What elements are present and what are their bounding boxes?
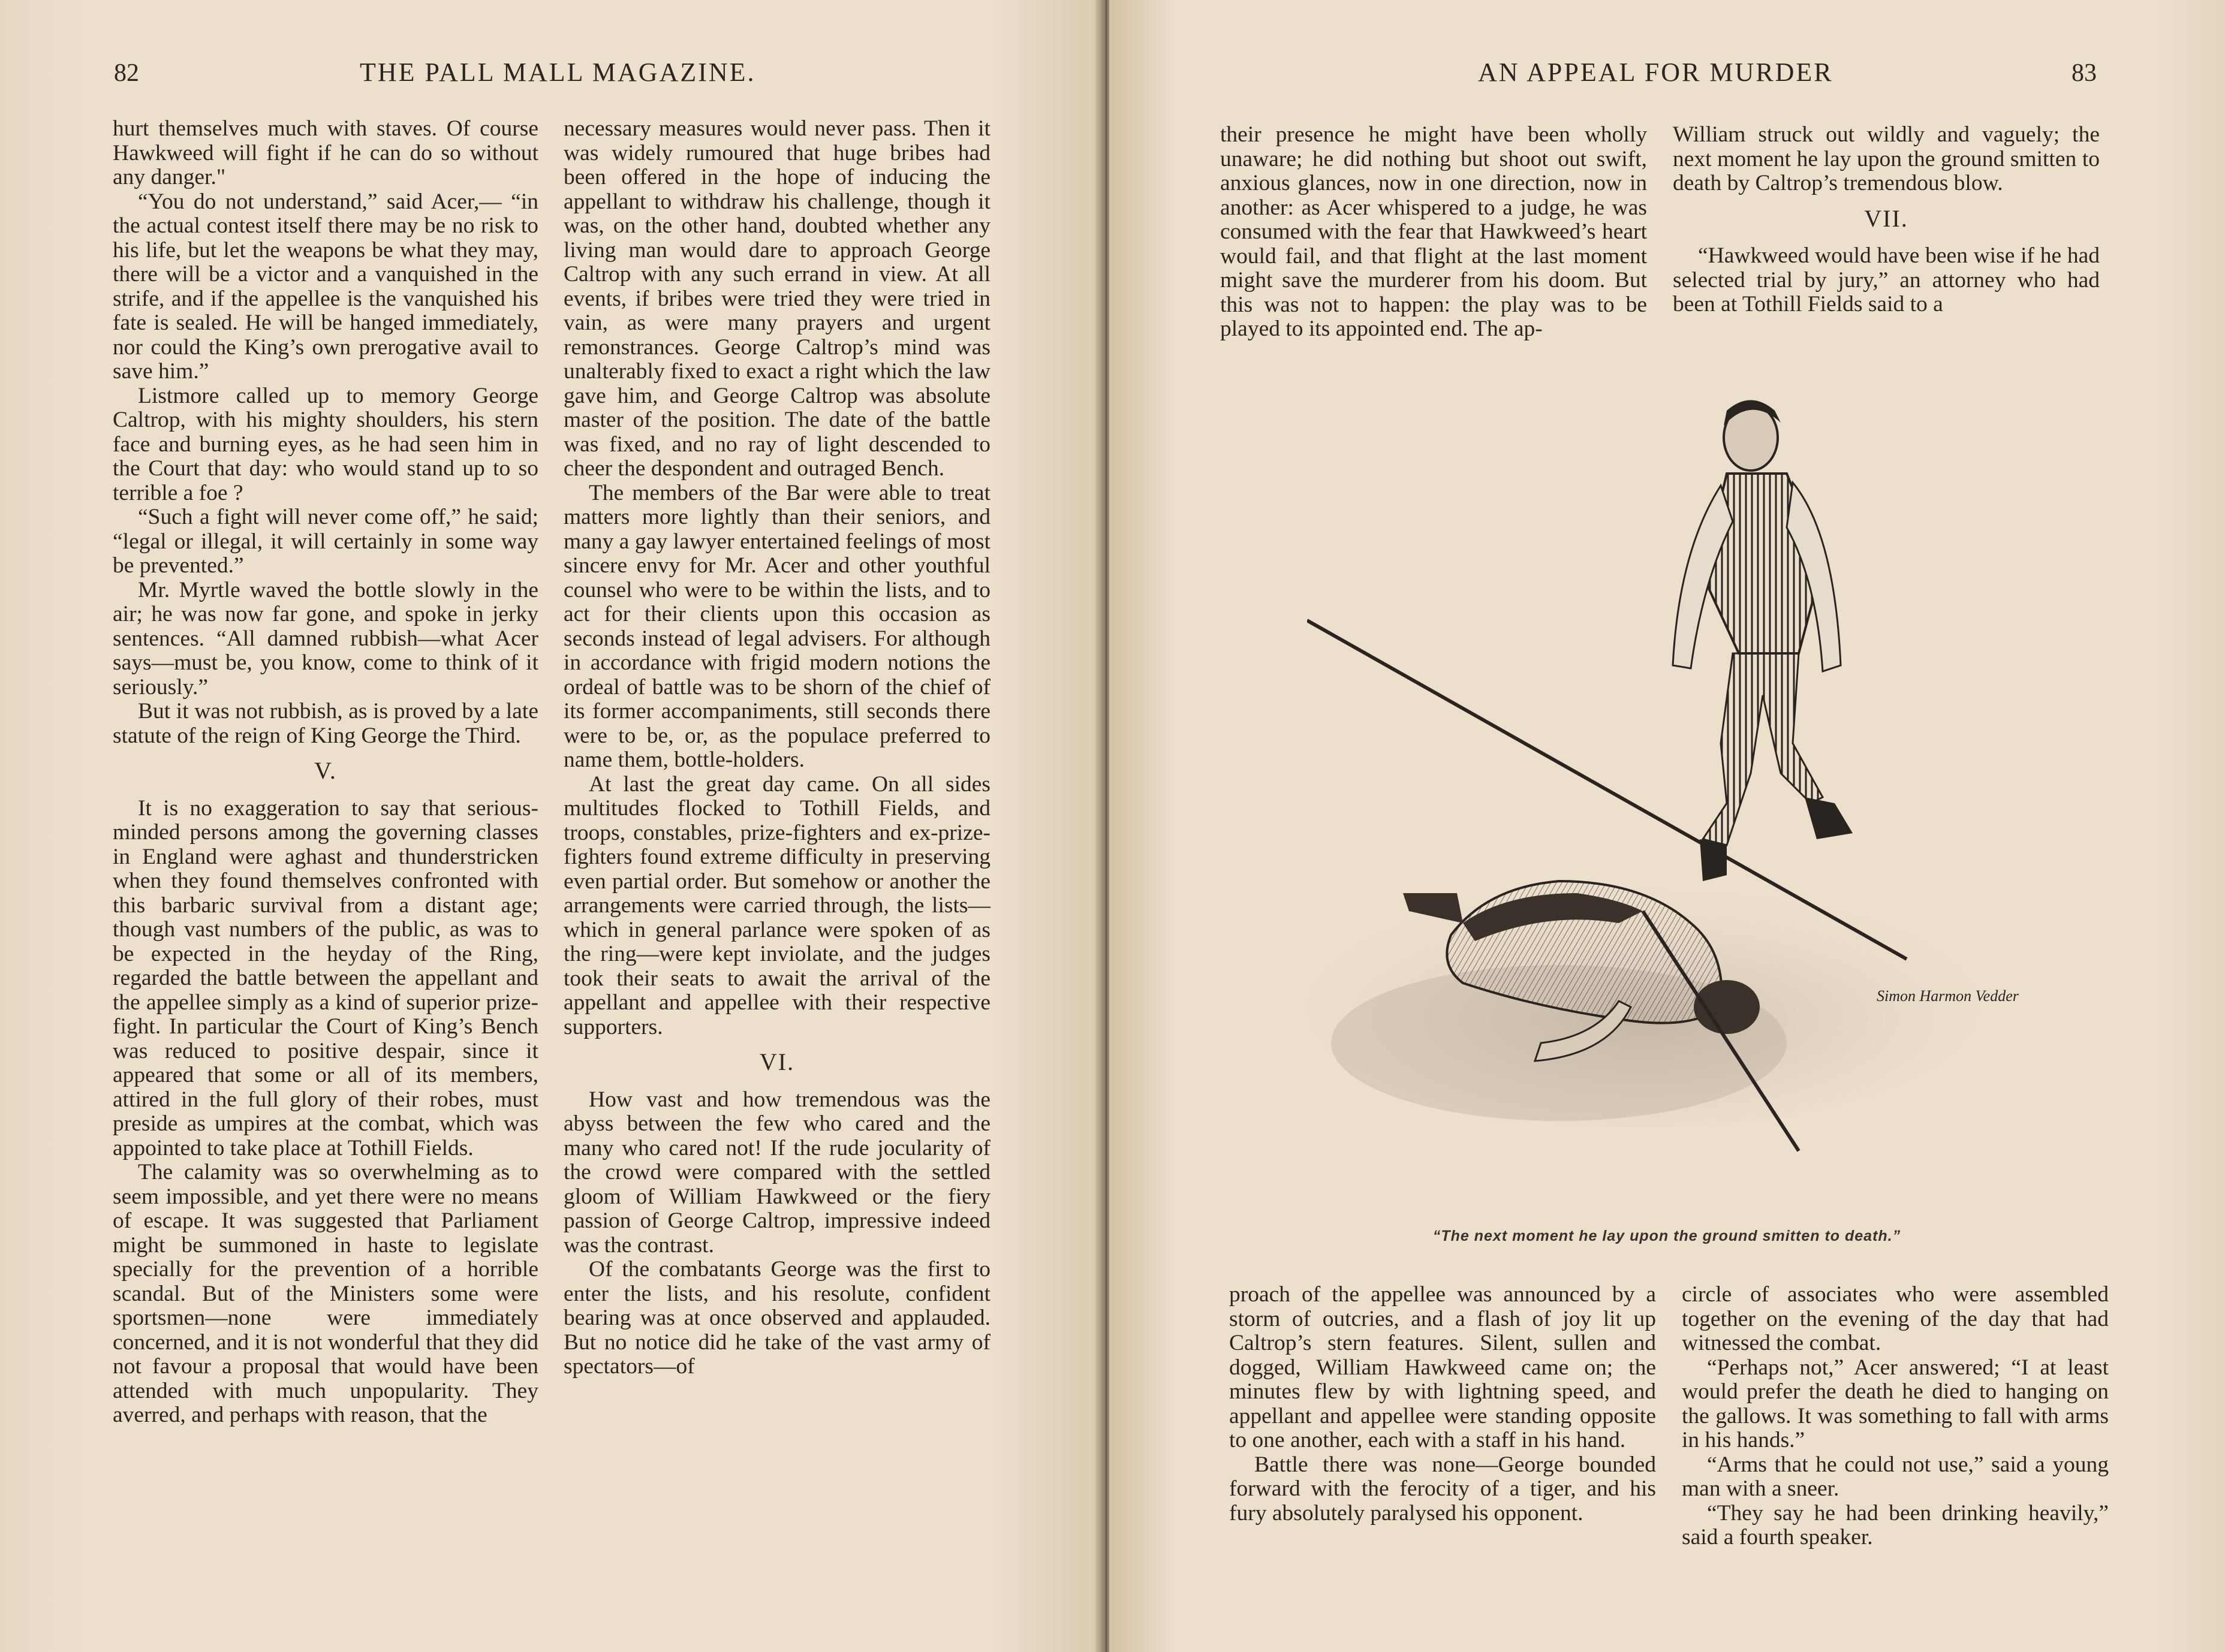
text-column-1 [113,117,538,1428]
text-column-2 [564,117,990,1379]
paragraph: “Perhaps not,” Acer answered; “I at least would prefer the death he died to hanging on the gallows. It was something to fall with arms in his hands.” [1682,1355,2109,1452]
artist-signature: Simon Harmon Vedder [1877,987,2019,1005]
paragraph: The calamity was so overwhelming as to seem impossible, and yet there were no means of escape. It was suggested that Parliament might be summoned in haste to legislate specially for the prevention of a horrible scandal. But of the Ministers some were sportsmen—none were immediately concerned, and it is not wonderful that they did not favour a proposal that would have been attended with much unpopularity. They averred, and perhaps with reason, that the [113,1160,538,1427]
paragraph: circle of associates who were assembled together on the evening of the day that had witnessed the combat. [1682,1282,2109,1355]
paragraph: “They say he had been drinking heavily,” said a fourth speaker. [1682,1500,2109,1549]
paragraph: How vast and how tremendous was the abyss between the few who cared and the many who cared not! If the rude jocularity of the crowd were compared with the settled gloom of William Hawkweed or the fiery passion of George Caltrop, impressive indeed was the contrast. [564,1087,990,1258]
paragraph: “You do not understand,” said Acer,— “in the actual contest itself there may be no risk to his life, but let the weapons be what they may, there will be a victor and a vanquished in the strife, and if the appellee is the vanquished his fate is sealed. He will be hanged immediately, nor could the King’s own prerogative avail to save him.” [113,189,538,384]
section-heading: VII. [1864,204,1908,232]
paragraph: At last the great day came. On all sides multitudes flocked to Tothill Fields, and troops, constables, prize-fighters and ex-prize-fighters found extreme difficulty in preserving even partial order. But somehow or another the arrangements were carried through, the lists—which in general parlance were spoken of as the ring—were kept inviolate, and the judges took their seats to await the arrival of the appellant and appellee with their respective supporters. [564,771,990,1039]
paragraph: proach of the appellee was announced by a storm of outcries, and a flash of joy lit up Caltrop’s stern features. Silent, sullen and dogged, William Hawkweed came on; the minutes flew by with lightning speed, and appellant and appellee were standing opposite to one another, each with a staff in his hand. [1229,1282,1656,1452]
paragraph: “Such a fight will never come off,” he said; “legal or illegal, it will certainly in some way be prevented.” [113,505,538,578]
paragraph: The members of the Bar were able to treat matters more lightly than their seniors, and many a gay lawyer entertained feelings of most sincere envy for Mr. Acer and other youthful counsel who were to be within the lists, and to act for their clients upon this occasion as seconds instead of legal advisers. For although in accordance with frigid modern notions the ordeal of battle was to be shorn of the chief of its former accompaniments, still seconds there were to be, or, as the populace preferred to name them, bottle-holders. [564,480,990,772]
text-column-2-bottom [1682,1283,2109,1550]
left-page [0,0,1103,1652]
text-column-1-top [1220,123,1647,342]
paragraph: their presence he might have been wholly unaware; he did nothing but shoot out swift, anxious glances, now in one direction, now in another: as Acer whispered to a judge, he was consumed with the fear that Hawkweed’s heart would fail, and that flight at the last moment might save the murderer from his doom. But this was not to happen: the play was to be played to its appointed end. The ap- [1220,122,1647,341]
paragraph: Mr. Myrtle waved the bottle slowly in the air; he was now far gone, and spoke in jerky sentences. “All damned rubbish—what Acer says—must be, you know, come to think of it seriously.” [113,577,538,700]
paragraph: But it was not rubbish, as is proved by a late statute of the reign of King George the Third. [113,699,538,748]
running-head: AN APPEAL FOR MURDER [1478,58,1833,87]
paragraph: Listmore called up to memory George Caltrop, with his mighty shoulders, his stern face and burning eyes, as he had seen him in the Court that day: who would stand up to so terrible a foe ? [113,383,538,505]
paragraph: Battle there was none—George bounded forward with the ferocity of a tiger, and his fury absolutely paralysed his opponent. [1229,1452,1656,1526]
illustration [1307,384,2039,1217]
running-head: THE PALL MALL MAGAZINE. [360,58,756,87]
paragraph: “Arms that he could not use,” said a young man with a sneer. [1682,1452,2109,1501]
section-heading: VI. [759,1048,795,1075]
paragraph: William struck out wildly and vaguely; the next moment he lay upon the ground smitten to death by Caltrop’s tremendous blow. [1673,122,2100,195]
text-column-1-bottom [1229,1283,1656,1526]
page-number: 82 [114,59,139,87]
paragraph: necessary measures would never pass. Then it was widely rumoured that huge bribes had been offered in the hope of inducing the appellant to withdraw his challenge, though it was, on the other hand, doubted whether any living man would dare to approach George Caltrop with any such errand in view. At all events, if bribes were tried they were tried in vain, as were many prayers and urgent remonstrances. George Caltrop’s mind was unalterably fixed to exact a right which the law gave him, and George Caltrop was absolute master of the position. The date of the battle was fixed, and no ray of light descended to cheer the despondent and outraged Bench. [564,116,990,481]
paragraph: It is no exaggeration to say that serious-minded persons among the governing classes in England were aghast and thunderstricken when they found themselves confronted with this barbaric survival from a distant age; though vast numbers of the public, as was to be expected in the heyday of the Ring, regarded the battle between the appellant and the appellee simply as a kind of superior prize-fight. In particular the Court of King’s Bench was reduced to positive despair, since it appeared that some or all of its members, attired in the full glory of their robes, must preside as umpires at the combat, which was appointed to take place at Tothill Fields. [113,795,538,1160]
paragraph: “Hawkweed would have been wise if he had selected trial by jury,” an attorney who had been at Tothill Fields said to a [1673,243,2100,316]
paragraph: Of the combatants George was the first to enter the lists, and his resolute, confident bearing was at once observed and applauded. But no notice did he take of the vast army of spectators—of [564,1257,990,1379]
page-number: 83 [2072,59,2097,87]
text-column-2-top [1673,123,2100,317]
paragraph: hurt themselves much with staves. Of course Hawkweed will fight if he can do so without any danger." [113,116,538,189]
standing-figure [1673,400,1853,882]
section-heading: V. [314,757,337,784]
illustration-caption: “The next moment he lay upon the ground smitten to death.” [1432,1228,1901,1244]
